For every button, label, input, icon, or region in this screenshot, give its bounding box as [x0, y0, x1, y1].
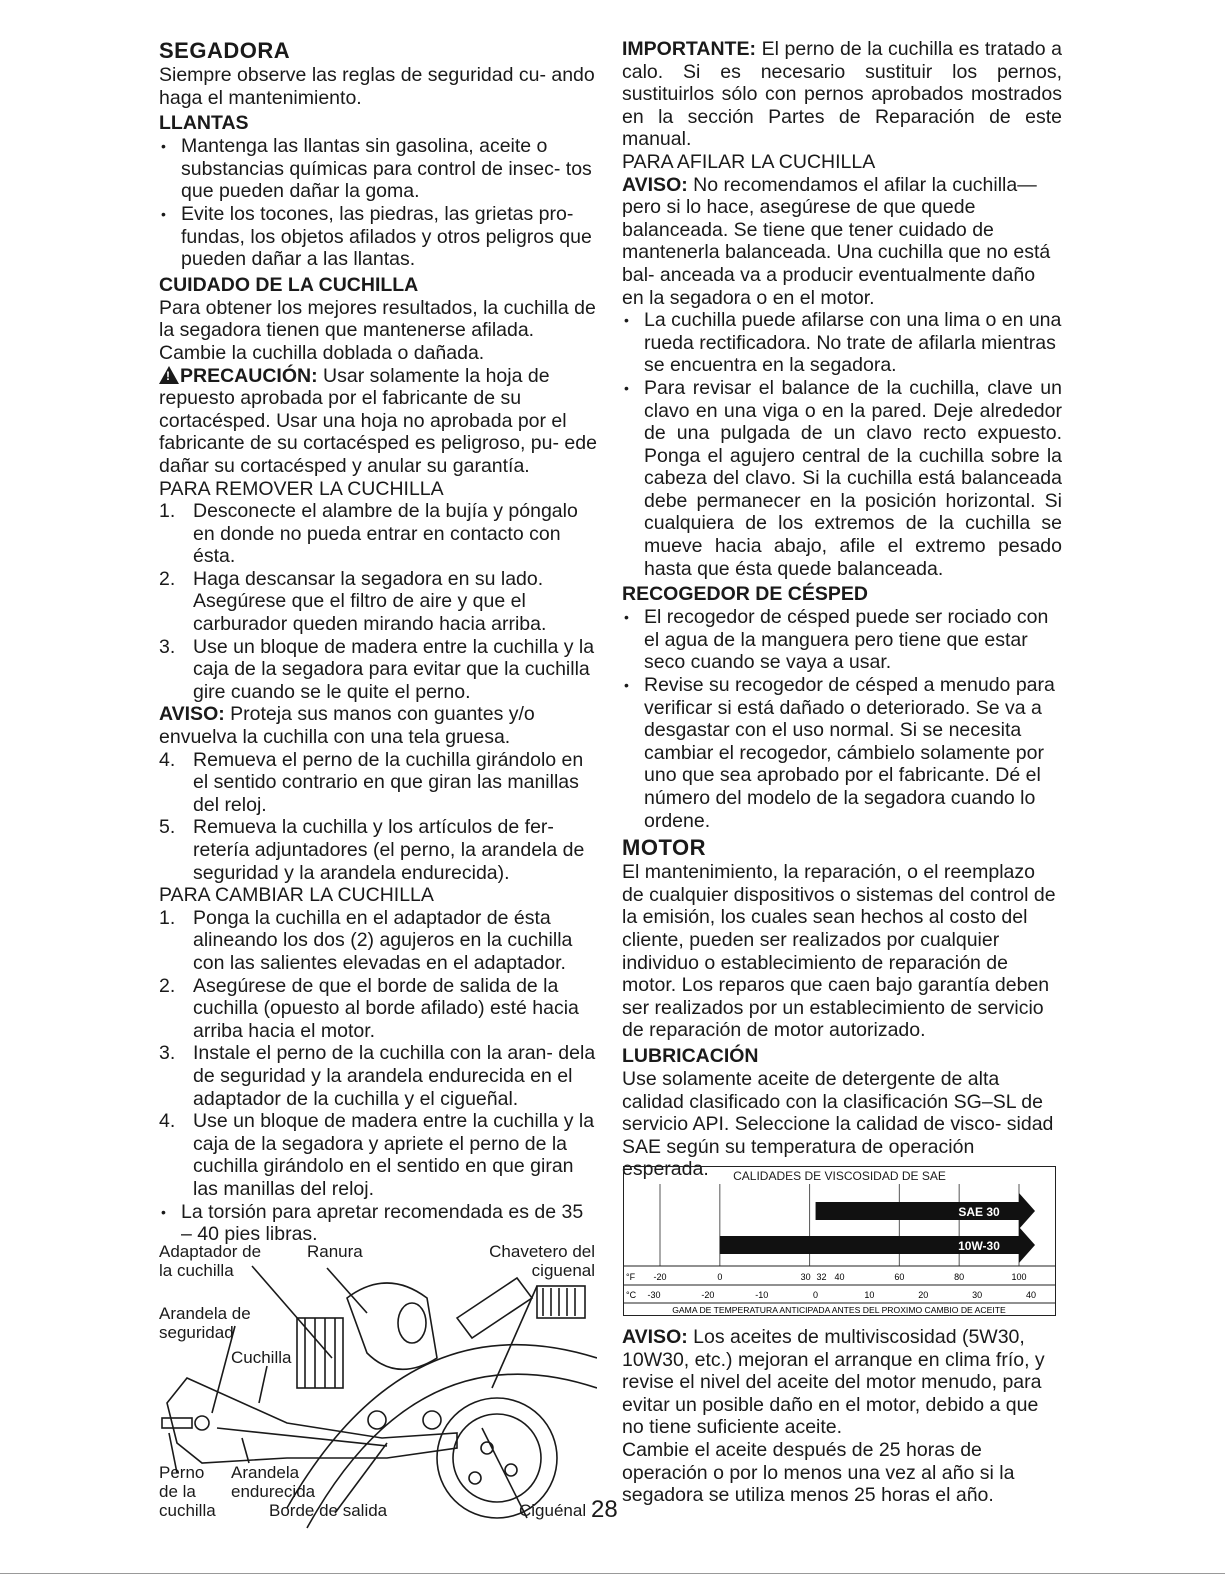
f-tick-label: 30 — [800, 1272, 811, 1282]
caution-label: PRECAUCIÓN: — [180, 364, 318, 387]
viscosity-chart-plot — [624, 1184, 1055, 1316]
f-tick-label: 0 — [717, 1272, 723, 1282]
catcher-bullet-2: • Revise su recogedor de césped a menudo para verificar si está dañado o deteriorado. Se va a desgastar con el uso normal. Si se necesita cambiar el recogedor, cámbielo solamente por uno que sea aprobado por el fabricante. Dé el número del modelo de la segadora cuando lo ordene. — [622, 674, 1062, 832]
blade-assembly-illustration — [157, 1238, 597, 1538]
important-text: El perno de la cuchilla es tratado a calo. Si es necesario sustituir los pernos, sustituirlos sólo con pernos aprobados mostrados en la sección Partes de Reparación de este manual. — [622, 38, 1063, 151]
viscosity-chart-title: CALIDADES DE VISCOSIDAD DE SAE — [733, 1169, 946, 1183]
viscosity-chart — [623, 1166, 1056, 1316]
tires-heading: LLANTAS — [159, 112, 249, 135]
f-unit: °F — [626, 1272, 636, 1282]
intro-text: Siempre observe las reglas de seguridad cu- ando haga el mantenimiento. — [159, 64, 595, 109]
label-slot: Ranura — [307, 1242, 363, 1261]
page-bottom-rule — [0, 1573, 1225, 1574]
c-tick-label: 10 — [864, 1290, 875, 1300]
motor-text: El mantenimiento, la reparación, o el reemplazo de cualquier dispositivos o sistemas del control de la emisión, los cuales sean hechos al costo del cliente, pueden ser realizados por cualquier individuo o establecimiento de reparación de motor. Los reparos que caen bajo garantía deben ser realizados por un establecimiento de servicio de reparación de motor autorizado. — [622, 861, 1056, 1042]
c-tick-label: -10 — [755, 1290, 769, 1300]
right-column-bottom — [622, 1326, 1062, 1507]
lubrication-text: Use solamente aceite de detergente de alta calidad clasificado con la clasificación SG–SL de servicio API. Seleccione la calidad de visco- sidad SAE según su temperatura de operación esperada. — [622, 1067, 1054, 1181]
oil-notice-paragraph — [622, 1326, 1062, 1439]
sharpen-notice-label: AVISO: — [622, 173, 688, 196]
blade-assembly-figure — [157, 1238, 597, 1538]
viscosity-bar — [816, 1193, 1035, 1229]
motor-heading: MOTOR — [622, 835, 706, 861]
catcher-bullet-1: • El recogedor de césped puede ser rociado con el agua de la manguera pero tiene que estar seco cuando se vaya a usar. — [622, 606, 1062, 674]
left-column — [159, 38, 597, 1246]
sharpen-notice-text: No recomendamos el afilar la cuchilla—pero si lo hace, asegúrese de que quede balanceada. Se tiene que tener cuidado de mantenerla balanceada. Una cuchilla que no está bal- anceada va a producir eventualmente daño en la segadora o en el motor. — [622, 173, 1051, 309]
important-label: IMPORTANTE: — [622, 38, 756, 60]
label-trailing-edge: Borde de salida — [269, 1501, 388, 1520]
remove-step-2: 2. Haga descansar la segadora en su lado. Asegúrese que el filtro de aire y que el carburador queden mirando hacia arriba. — [159, 567, 547, 636]
viscosity-bar-label: 10W-30 — [958, 1239, 1000, 1253]
caution-text: Usar solamente la hoja de repuesto aprobada por el fabricante de su cortacésped. Usar una hoja no aprobada por el fabricante de su cortacésped es peligroso, pu- ede dañar su cortacésped y anular su garantía. — [159, 364, 597, 477]
notice-label: AVISO: — [159, 703, 225, 726]
important-paragraph — [622, 38, 1062, 151]
c-tick-label: 40 — [1025, 1290, 1036, 1300]
c-tick-label: 20 — [918, 1290, 929, 1300]
label-hardened-washer: Arandela endurecida — [231, 1463, 316, 1501]
sharpen-heading: PARA AFILAR LA CUCHILLA — [622, 150, 876, 173]
tires-bullet-2: • Evite los tocones, las piedras, las grietas pro- fundas, los objetos afilados y otros peligros que pueden dañar a las llantas. — [159, 203, 597, 271]
sharpen-bullet-2: • Para revisar el balance de la cuchilla, clave un clavo en una viga o en la pared. Deje alrededor de una pulgada de un clavo recto expuesto. Ponga el agujero central de la cuchilla sobre la cabeza del clavo. Si la cuchilla está balanceada debe permanecer en la posición horizontal. Si cualquiera de los extremos de la cuchilla se mueve hacia abajo, afile el extremo pesado hasta que ésta quede balanceada. — [622, 377, 1062, 580]
tires-bullet-1: • Mantenga las llantas sin gasolina, aceite o substancias químicas para control de insec- tos que pueden dañar la goma. — [159, 135, 597, 203]
sharpen-notice-paragraph — [622, 174, 1062, 310]
c-tick-label: 30 — [972, 1290, 983, 1300]
caution-paragraph — [159, 365, 597, 478]
viscosity-chart-footer: GAMA DE TEMPERATURA ANTICIPADA ANTES DEL PROXIMO CAMBIO DE ACEITE — [672, 1305, 1006, 1315]
remove-step-5: 5. Remueva la cuchilla y los artículos de fer- retería adjuntadores (el perno, la arandela de seguridad y la arandela endurecida). — [159, 816, 585, 884]
warning-triangle-icon — [159, 366, 179, 384]
f-tick-label: 40 — [834, 1272, 845, 1282]
replace-step-2: 2. Asegúrese de que el borde de salida de la cuchilla (opuesto al borde afilado) esté hacia arriba hacia el motor. — [159, 974, 579, 1042]
f-tick-label: 60 — [894, 1272, 905, 1282]
oil-change-text: Cambie el aceite después de 25 horas de operación o por lo menos una vez al año si la segadora se utiliza menos 25 horas el año. — [622, 1438, 1015, 1507]
remove-step-1: 1. Desconecte el alambre de la bujía y póngalo en donde no pueda entrar en contacto con ésta. — [159, 500, 578, 568]
replace-step-1: 1. Ponga la cuchilla en el adaptador de ésta alineando los dos (2) agujeros en la cuchilla con las salientes elevadas en el adaptador. — [159, 906, 573, 974]
replace-step-3: 3. Instale el perno de la cuchilla con la aran- dela de seguridad y la arandela endurecida en el adaptador de la cuchilla y el cigueñal. — [159, 1042, 596, 1110]
oil-notice-text: Los aceites de multiviscosidad (5W30, 10W30, etc.) mejoran el arranque en clima frío, y revise el nivel del aceite del motor menudo, para evitar un posible daño en el motor, debido a que no tiene suficiente aceite. — [622, 1326, 1045, 1439]
catcher-heading: RECOGEDOR DE CÉSPED — [622, 583, 868, 606]
remove-blade-heading: PARA REMOVER LA CUCHILLA — [159, 477, 444, 500]
section-title-mower: SEGADORA — [159, 38, 291, 63]
replace-blade-heading: PARA CAMBIAR LA CUCHILLA — [159, 884, 434, 907]
label-blade-bolt: Perno de la cuchilla — [159, 1463, 216, 1520]
replace-step-4: 4. Use un bloque de madera entre la cuchilla y la caja de la segadora y apriete el perno de la cuchilla girándolo en el sentido en que giran las manillas del reloj. — [159, 1110, 595, 1200]
sharpen-bullet-1: • La cuchilla puede afilarse con una lima o en una rueda rectificadora. No trate de afilarla mientras se encuentra en la segadora. — [622, 309, 1062, 377]
right-column — [622, 38, 1062, 1181]
c-tick-label: -20 — [701, 1290, 715, 1300]
remove-step-3: 3. Use un bloque de madera entre la cuchilla y la caja de la segadora para evitar que la cuchilla gire cuando se le quite el perno. — [159, 635, 595, 703]
viscosity-bar-label: SAE 30 — [958, 1205, 1000, 1219]
remove-step-4: 4. Remueva el perno de la cuchilla girándolo en el sentido contrario en que giran las manillas del reloj. — [159, 748, 584, 816]
torque-bullet: • La torsión para apretar recomendada es de 35 – 40 pies libras. — [159, 1201, 597, 1246]
f-tick-label: -20 — [653, 1272, 667, 1282]
c-tick-label: -30 — [647, 1290, 661, 1300]
label-lock-washer: Arandela de seguridad — [159, 1304, 251, 1342]
notice-text: Proteja sus manos con guantes y/o envuelva la cuchilla con una tela gruesa. — [159, 703, 535, 749]
c-tick-label: 0 — [813, 1290, 819, 1300]
notice-paragraph — [159, 703, 597, 748]
f-tick-label: 80 — [954, 1272, 965, 1282]
oil-notice-label: AVISO: — [622, 1326, 688, 1348]
c-unit: °C — [626, 1290, 637, 1300]
f-tick-label: 100 — [1011, 1272, 1027, 1282]
lubrication-heading: LUBRICACIÓN — [622, 1044, 759, 1067]
blade-care-heading: CUIDADO DE LA CUCHILLA — [159, 273, 419, 296]
label-blade: Cuchilla — [231, 1348, 292, 1367]
label-blade-adapter: Adaptador de la cuchilla — [159, 1242, 262, 1280]
f-tick-label: 32 — [816, 1272, 827, 1282]
page-number: 28 — [591, 1496, 618, 1523]
blade-care-text: Para obtener los mejores resultados, la cuchilla de la segadora tienen que mantenerse afilada. Cambie la cuchilla doblada o dañada. — [159, 296, 596, 364]
label-crankshaft-key: Chavetero del ciguenal — [489, 1242, 595, 1280]
label-crankshaft: Ciguénal — [519, 1501, 587, 1520]
